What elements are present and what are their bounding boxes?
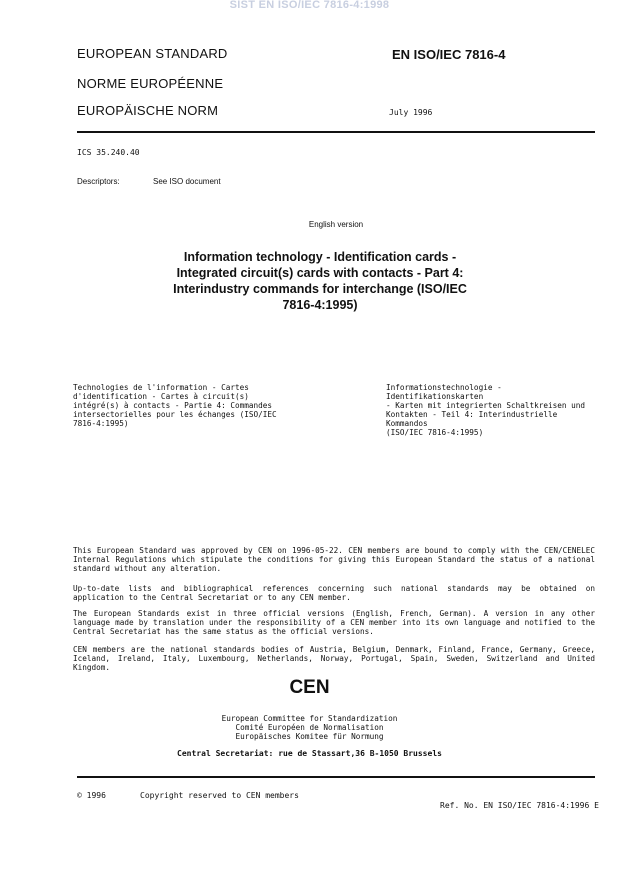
footer-rule: [77, 776, 595, 778]
copyright-text: Copyright reserved to CEN members: [140, 791, 299, 800]
reference-number: Ref. No. EN ISO/IEC 7816-4:1996 E: [440, 801, 599, 810]
french-title-line-3: intégré(s) à contacts - Partie 4: Commandes: [73, 401, 273, 410]
standard-number: EN ISO/IEC 7816-4: [392, 47, 506, 62]
cen-logo: CEN: [289, 677, 330, 698]
french-title-line-2: d'identification - Cartes à circuit(s): [73, 392, 249, 401]
lists-paragraph: Up-to-date lists and bibliographical references concerning such national standards may be obtained on application to the Central Secretariat or to any CEN member.: [73, 584, 595, 602]
french-title: [73, 383, 305, 428]
descriptors-value: See ISO document: [153, 177, 221, 186]
german-title: [386, 383, 596, 437]
german-title-line-3: Kontakten - Teil 4: Interindustrielle Kommandos: [386, 410, 558, 428]
members-paragraph: CEN members are the national standards bodies of Austria, Belgium, Denmark, Finland, France, Germany, Greece, Iceland, Ireland, Italy, Luxembourg, Netherlands, Norway, Portugal, Spain, Sweden, Switzerland and United Kingdom.: [73, 645, 595, 672]
copyright-year: © 1996: [77, 791, 106, 800]
header-norme-europeenne: NORME EUROPÉENNE: [77, 76, 224, 91]
french-title-line-1: Technologies de l'information - Cartes: [73, 383, 249, 392]
cen-name-english: European Committee for Standardization: [221, 714, 398, 723]
watermark: SIST EN ISO/IEC 7816-4:1998: [229, 0, 390, 11]
german-title-line-2: - Karten mit integrierten Schaltkreisen und: [386, 401, 586, 410]
header-european-standard: EUROPEAN STANDARD: [77, 46, 228, 61]
title-line-3: Interindustry commands for interchange (ISO/IEC: [173, 282, 467, 296]
title-line-2: Integrated circuit(s) cards with contacts - Part 4:: [176, 266, 464, 280]
german-title-line-4: (ISO/IEC 7816-4:1995): [386, 428, 484, 437]
cen-name-german: Europäisches Komitee für Normung: [235, 732, 384, 741]
central-secretariat: Central Secretariat: rue de Stassart,36 B-1050 Brussels: [177, 749, 442, 758]
title-line-4: 7816-4:1995): [282, 298, 358, 312]
document-title: [130, 249, 510, 313]
cen-name-french: Comité Européen de Normalisation: [235, 723, 384, 732]
ics-code: ICS 35.240.40: [77, 148, 140, 157]
title-line-1: Information technology - Identification cards -: [183, 250, 457, 264]
versions-paragraph: The European Standards exist in three official versions (English, French, German). A version in any other language made by translation under the responsibility of a CEN member into its own language and notified to the Central Secretariat has the same status as the official versions.: [73, 609, 595, 636]
approval-paragraph: This European Standard was approved by CEN on 1996-05-22. CEN members are bound to comply with the CEN/CENELEC Internal Regulations which stipulate the conditions for giving this European Standard the status of a national standard without any alteration.: [73, 546, 595, 573]
header-rule: [77, 131, 595, 133]
version-label: English version: [308, 220, 364, 229]
cen-committee-names: [0, 714, 619, 741]
header-europaische-norm: EUROPÄISCHE NORM: [77, 103, 219, 118]
french-title-line-5: 7816-4:1995): [73, 419, 129, 428]
german-title-line-1: Informationstechnologie - Identifikationskarten: [386, 383, 502, 401]
descriptors-label: Descriptors:: [77, 177, 120, 186]
publication-date: July 1996: [389, 108, 433, 117]
french-title-line-4: intersectorielles pour les échanges (ISO/IEC: [73, 410, 277, 419]
